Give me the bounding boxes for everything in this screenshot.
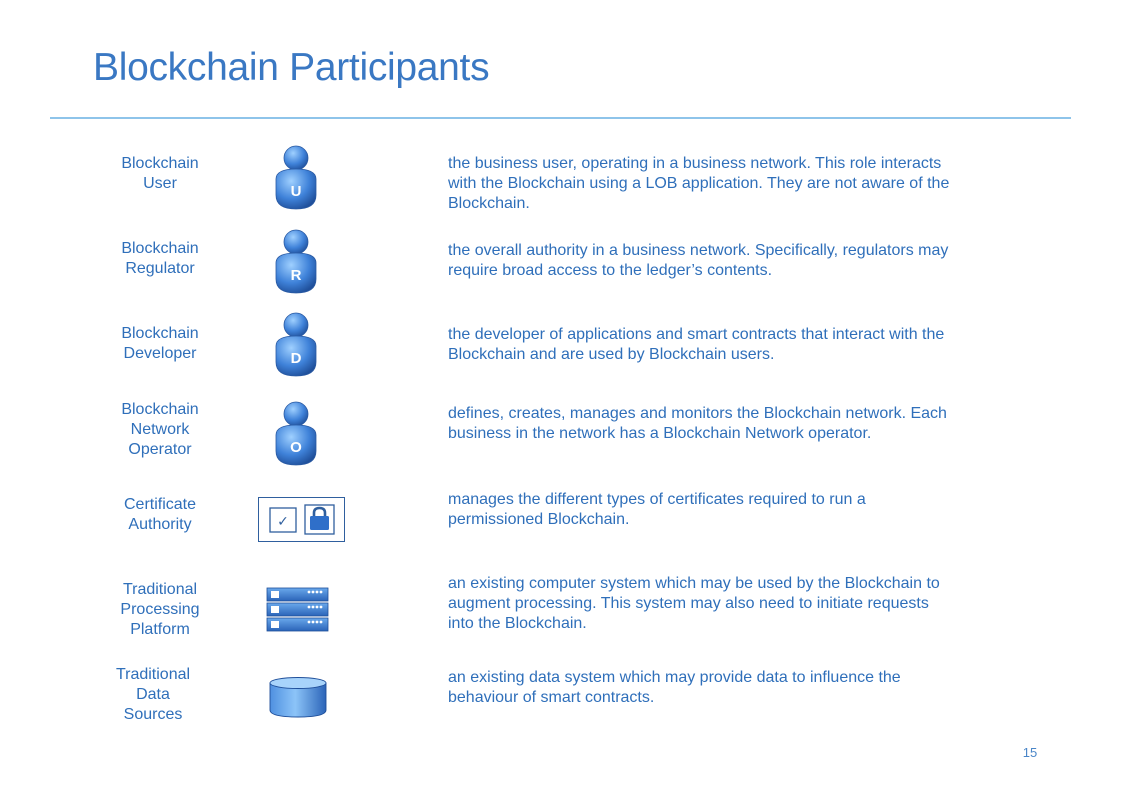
database-icon bbox=[268, 675, 328, 719]
participant-label: Blockchain Network Operator bbox=[121, 401, 199, 458]
server-icon bbox=[266, 587, 330, 633]
participant-label: Blockchain Developer bbox=[121, 325, 199, 362]
participant-label: Traditional Data Sources bbox=[115, 666, 191, 723]
participant-description: the business user, operating in a business network. This role interacts with the Blockchain using a LOB application. They are not aware of the Blockchain. bbox=[448, 155, 950, 212]
participant-description: an existing data system which may provide data to influence the behaviour of smart contracts. bbox=[448, 669, 901, 706]
svg-text:U: U bbox=[290, 183, 302, 200]
svg-text:O: O bbox=[290, 439, 302, 456]
participant-label: Certificate Authority bbox=[123, 496, 197, 533]
participant-description: the developer of applications and smart contracts that interact with the Blockchain and are used by Blockchain users. bbox=[448, 326, 945, 363]
svg-text:D: D bbox=[290, 350, 302, 367]
operator-icon bbox=[270, 401, 322, 467]
participant-label: Blockchain User bbox=[121, 155, 199, 192]
regulator-icon bbox=[270, 229, 322, 295]
slide-title: Blockchain Participants bbox=[93, 46, 490, 89]
title-divider bbox=[50, 117, 1071, 119]
svg-text:R: R bbox=[290, 267, 302, 284]
developer-icon bbox=[270, 312, 322, 378]
user-icon bbox=[270, 145, 322, 211]
certificate-icon bbox=[258, 497, 346, 543]
page-number: 15 bbox=[1022, 745, 1038, 760]
participant-description: an existing computer system which may be used by the Blockchain to augment processing. This system may also need to initiate requests into the Blockchain. bbox=[448, 575, 940, 632]
participant-label: Traditional Processing Platform bbox=[120, 581, 200, 638]
participant-description: the overall authority in a business network. Specifically, regulators may require broad access to the ledger’s contents. bbox=[448, 242, 949, 279]
participant-description: manages the different types of certificates required to run a permissioned Blockchain. bbox=[448, 491, 866, 528]
svg-text:✓: ✓ bbox=[277, 514, 289, 530]
participant-label: Blockchain Regulator bbox=[121, 240, 199, 277]
participant-description: defines, creates, manages and monitors the Blockchain network. Each business in the network has a Blockchain Network operator. bbox=[448, 405, 947, 442]
